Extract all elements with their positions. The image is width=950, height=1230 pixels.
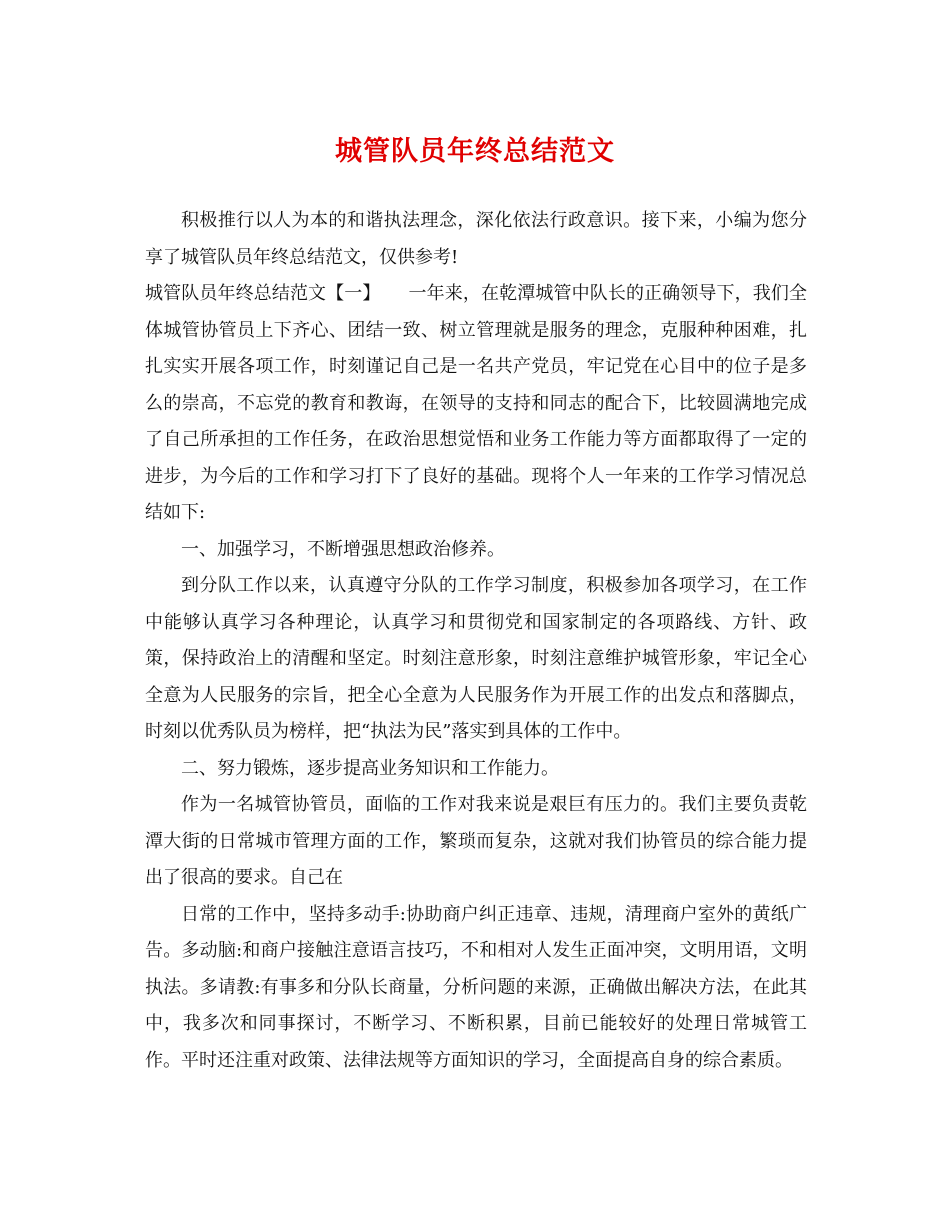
section-one-paragraph: [145, 276, 807, 532]
heading-2: 二、努力锻炼，逐步提高业务知识和工作能力。: [181, 757, 559, 779]
heading-1: 一、加强学习，不断增强思想政治修养。: [181, 538, 505, 560]
section-heading: 城管队员年终总结范文【一】: [145, 283, 381, 304]
intro-paragraph: 积极推行以人为本的和谐执法理念，深化依法行政意识。接下来，小编为您分享了城管队员年终总结范文，仅供参考!: [145, 210, 807, 268]
document-title: 城管队员年终总结范文: [335, 136, 615, 167]
document-body: [145, 203, 807, 1079]
paragraph-2: 作为一名城管协管员，面临的工作对我来说是艰巨有压力的。我们主要负责乾潭大街的日常城市管理方面的工作，繁琐而复杂，这就对我们协管员的综合能力提出了很高的要求。自己在: [145, 794, 807, 888]
paragraph-3: 日常的工作中，坚持多动手:协助商户纠正违章、违规，清理商户室外的黄纸广告。多动脑:和商户接触注意语言技巧，不和相对人发生正面冲突，文明用语，文明执法。多请教:有事多和分队长商量，分析问题的来源，正确做出解决方法，在此其中，我多次和同事探讨，不断学习、不断积累，目前已能较好的处理日常城管工作。平时还注重对政策、法律法规等方面知识的学习，全面提高自身的综合素质。: [145, 903, 807, 1071]
opening-text: 一年来，在乾潭城管中队长的正确领导下，我们全体城管协管员上下齐心、团结一致、树立管理就是服务的理念，克服种种困难，扎扎实实开展各项工作，时刻谨记自己是一名共产党员，牢记党在心目中的位子是多么的崇高，不忘党的教育和教诲，在领导的支持和同志的配合下，比较圆满地完成了自己所承担的工作任务，在政治思想觉悟和业务工作能力等方面都取得了一定的进步，为今后的工作和学习打下了良好的基础。现将个人一年来的工作学习情况总结如下:: [145, 283, 807, 523]
paragraph-1: 到分队工作以来，认真遵守分队的工作学习制度，积极参加各项学习，在工作中能够认真学习各种理论，认真学习和贯彻党和国家制定的各项路线、方针、政策，保持政治上的清醒和坚定。时刻注意形象，时刻注意维护城管形象，牢记全心全意为人民服务的宗旨，把全心全意为人民服务作为开展工作的出发点和落脚点，时刻以优秀队员为榜样，把“执法为民”落实到具体的工作中。: [145, 575, 807, 742]
